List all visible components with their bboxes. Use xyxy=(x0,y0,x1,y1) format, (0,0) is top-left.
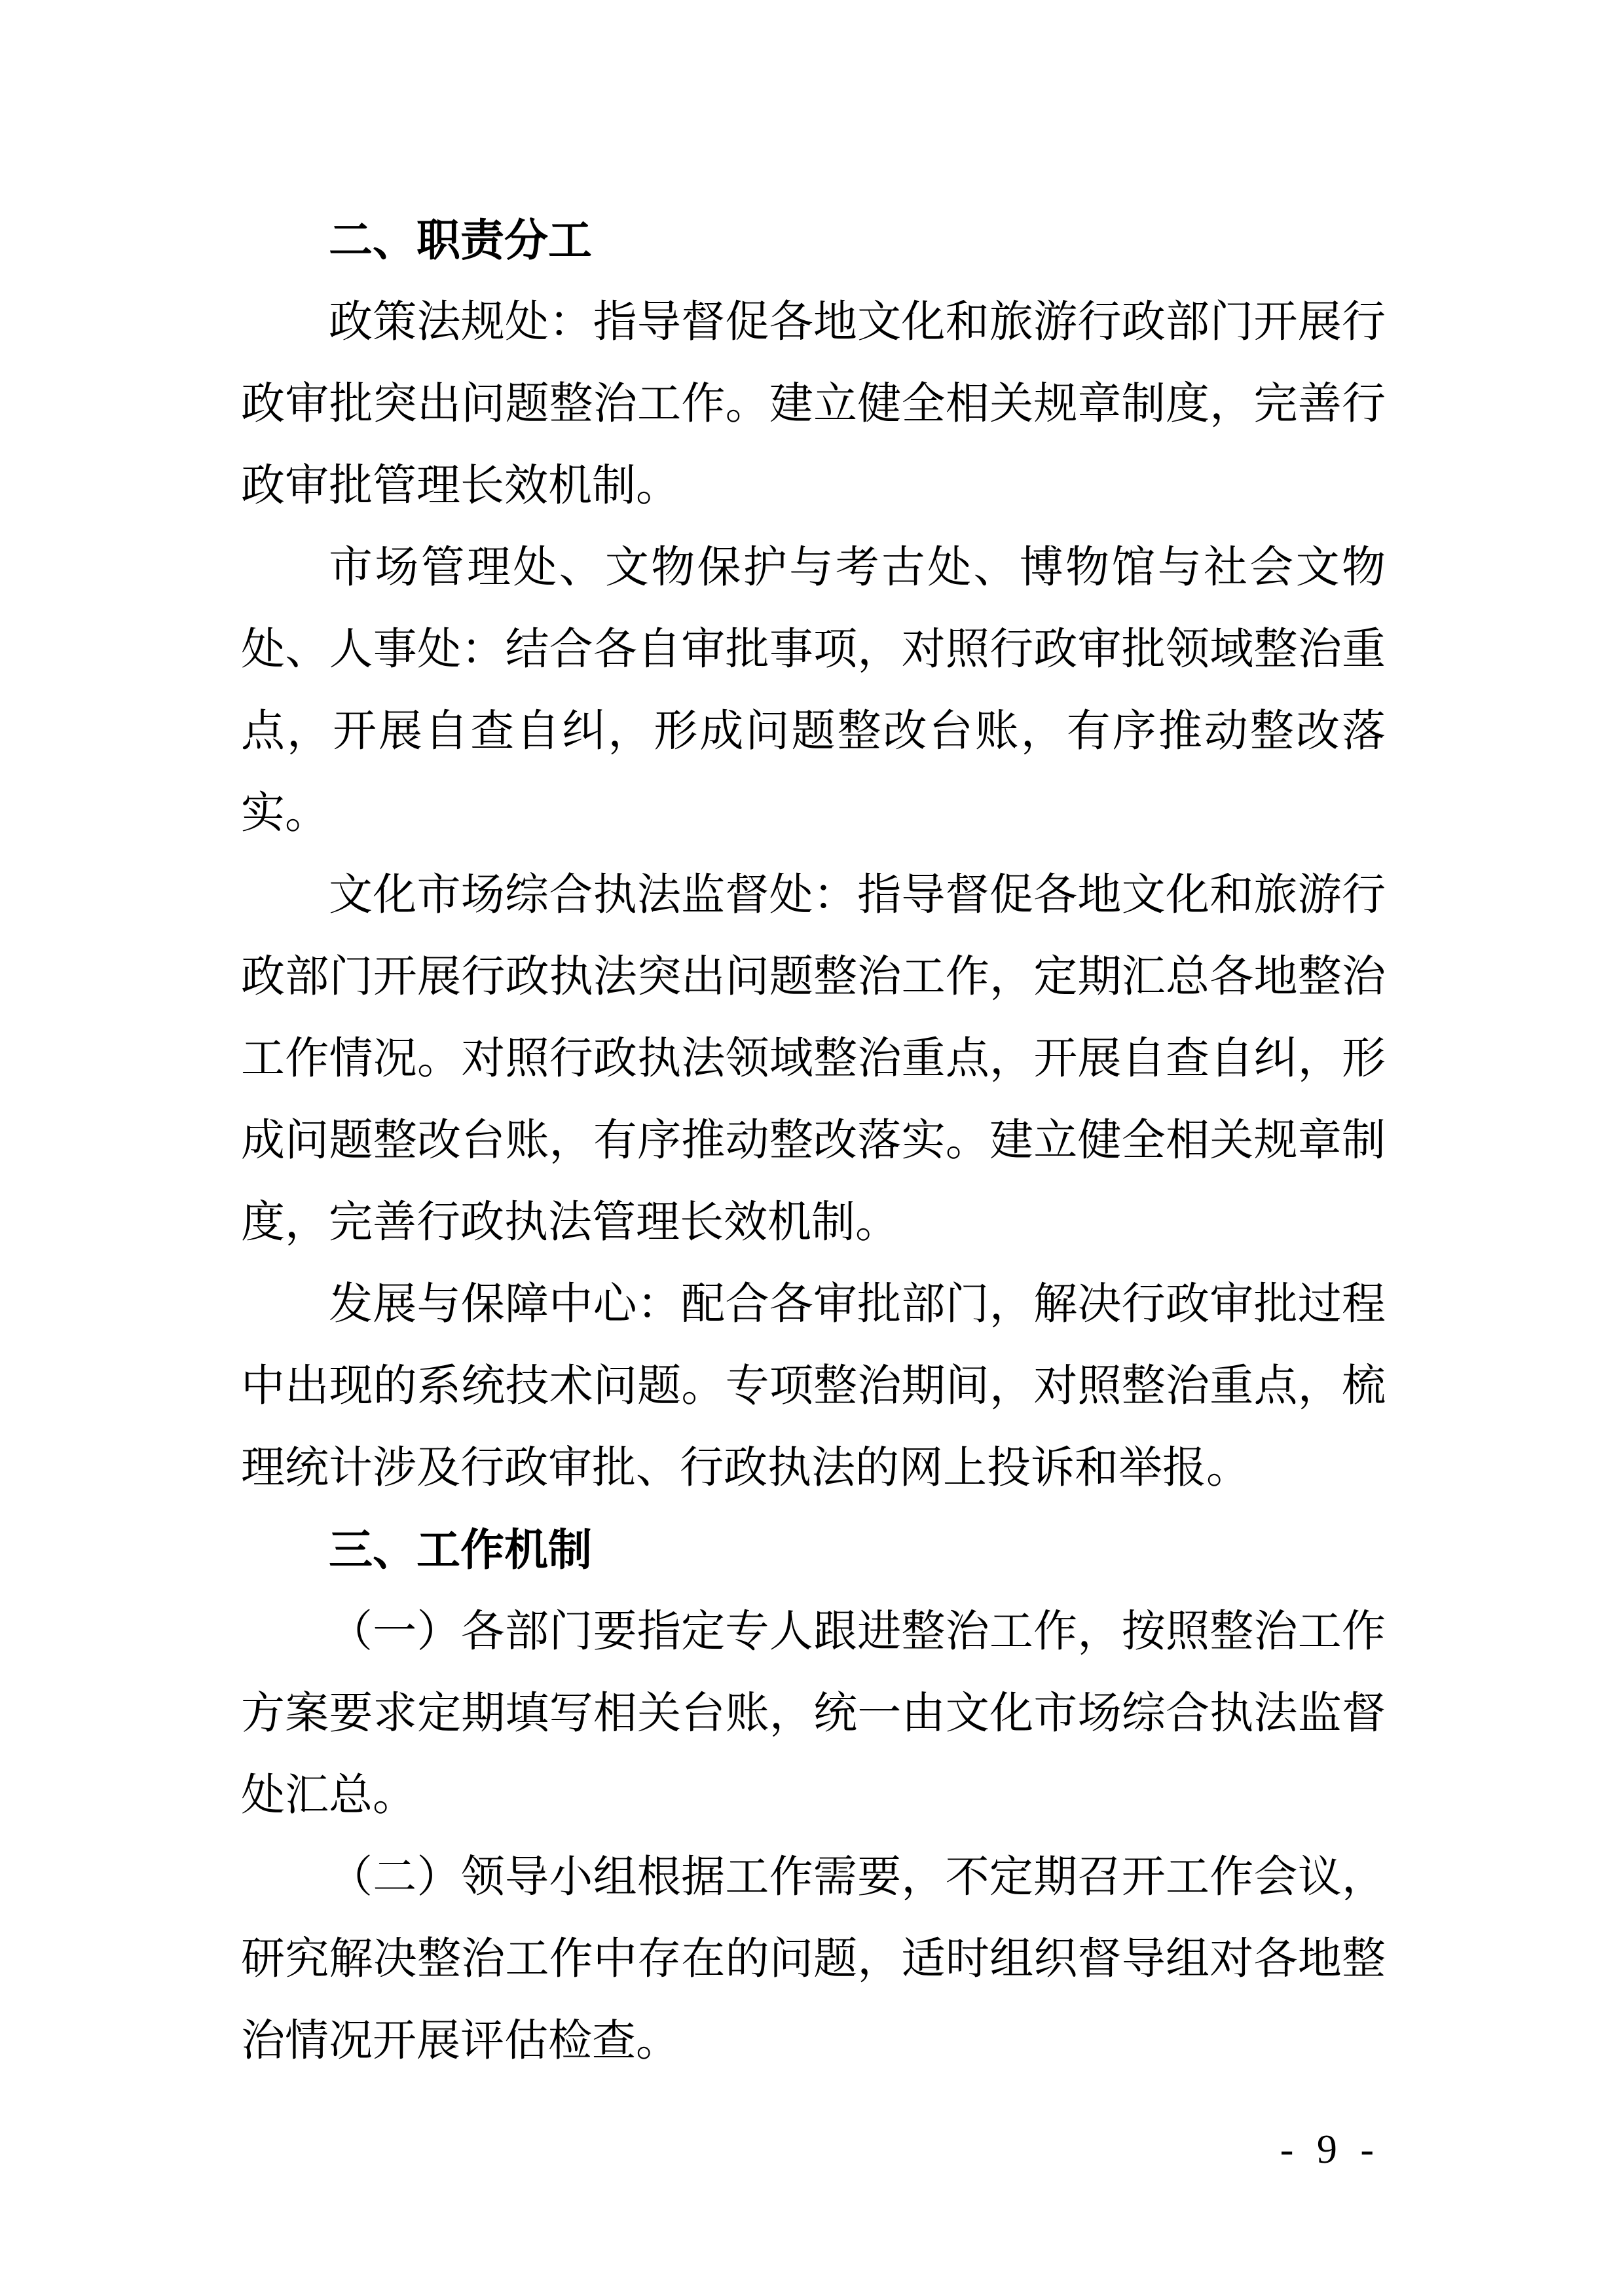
body-paragraph: （一）各部门要指定专人跟进整治工作，按照整治工作方案要求定期填写相关台账，统一由文化市场综合执法监督处汇总。 xyxy=(241,1607,1386,1820)
body-paragraph: （二）领导小组根据工作需要，不定期召开工作会议，研究解决整治工作中存在的问题，适时组织督导组对各地整治情况开展评估检查。 xyxy=(241,1853,1386,2065)
body-paragraph: 发展与保障中心：配合各审批部门，解决行政审批过程中出现的系统技术问题。专项整治期间，对照整治重点，梳理统计涉及行政审批、行政执法的网上投诉和举报。 xyxy=(241,1280,1386,1492)
body-paragraph: 市场管理处、文物保护与考古处、博物馆与社会文物处、人事处：结合各自审批事项，对照行政审批领域整治重点，开展自查自纠，形成问题整改台账，有序推动整改落实。 xyxy=(241,543,1386,837)
body-paragraph: 政策法规处：指导督促各地文化和旅游行政部门开展行政审批突出问题整治工作。建立健全相关规章制度，完善行政审批管理长效机制。 xyxy=(241,298,1386,510)
page-number: - 9 - xyxy=(1280,2127,1380,2172)
section-heading: 二、职责分工 xyxy=(329,216,592,265)
body-paragraph: 文化市场综合执法监督处：指导督促各地文化和旅游行政部门开展行政执法突出问题整治工作，定期汇总各地整治工作情况。对照行政执法领域整治重点，开展自查自纠，形成问题整改台账，有序推动整改落实。建立健全相关规章制度，完善行政执法管理长效机制。 xyxy=(241,871,1386,1247)
section-heading: 三、工作机制 xyxy=(329,1526,592,1575)
document-body xyxy=(241,200,1386,2082)
